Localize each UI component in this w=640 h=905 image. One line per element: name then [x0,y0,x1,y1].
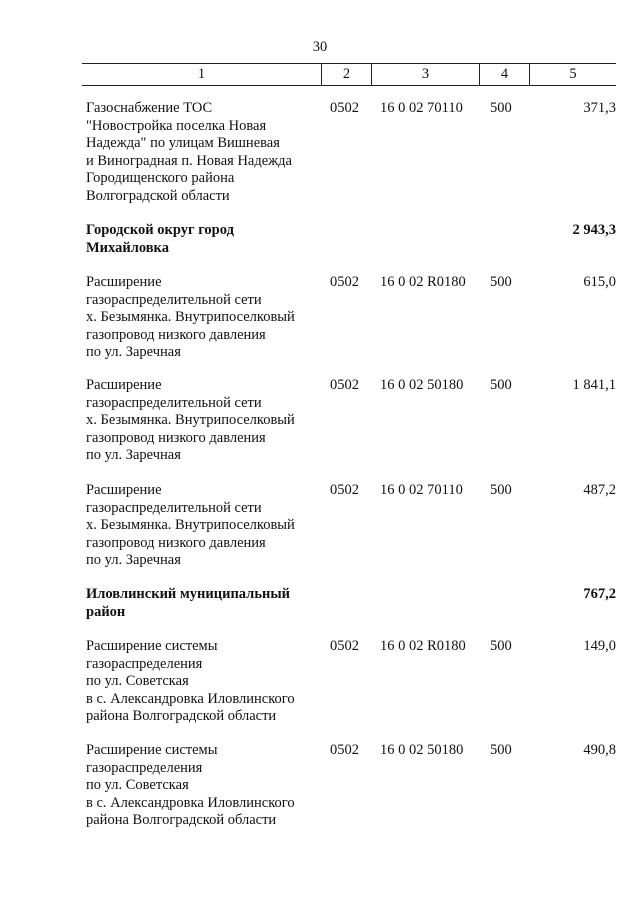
row-name: Расширение газораспределительной сети х. Безымянка. Внутрипоселковый газопровод низкого давления по ул. Заречная [86,377,295,463]
row-type: 500 [490,100,512,116]
row-amount: 371,3 [583,100,616,116]
row-code: 16 0 02 R0180 [380,274,466,290]
row-type: 500 [490,742,512,758]
header-col-5: 5 [529,64,616,85]
row-section: 0502 [330,377,359,393]
row-section: 0502 [330,274,359,290]
row-amount: 149,0 [583,638,616,654]
row-name: Расширение газораспределительной сети х. Безымянка. Внутрипоселковый газопровод низкого давления по ул. Заречная [86,482,295,568]
row-section: 0502 [330,482,359,498]
page-number: 30 [312,39,328,55]
row-code: 16 0 02 50180 [380,377,464,393]
row-section: 0502 [330,638,359,654]
header-col-2: 2 [321,64,371,85]
row-name: Газоснабжение ТОС "Новостройка поселка Новая Надежда" по улицам Вишневая и Виноградная п. Новая Надежда Городищенского района Волгоградской области [86,100,292,204]
row-amount: 1 841,1 [572,377,616,393]
group-amount: 767,2 [583,586,616,602]
row-type: 500 [490,638,512,654]
row-code: 16 0 02 70110 [380,100,463,116]
group-name: Городской округ город Михайловка [86,222,234,256]
row-code: 16 0 02 R0180 [380,638,466,654]
row-type: 500 [490,377,512,393]
row-code: 16 0 02 50180 [380,742,464,758]
row-code: 16 0 02 70110 [380,482,463,498]
row-section: 0502 [330,100,359,116]
row-amount: 487,2 [583,482,616,498]
row-name: Расширение газораспределительной сети х. Безымянка. Внутрипоселковый газопровод низкого давления по ул. Заречная [86,274,295,360]
row-section: 0502 [330,742,359,758]
row-type: 500 [490,482,512,498]
group-amount: 2 943,3 [572,222,616,238]
group-name: Иловлинский муниципальный район [86,586,291,620]
header-col-3: 3 [371,64,479,85]
row-amount: 615,0 [583,274,616,290]
row-type: 500 [490,274,512,290]
header-col-4: 4 [479,64,529,85]
table-header [82,63,616,86]
row-name: Расширение системы газораспределения по ул. Советская в с. Александровка Иловлинского района Волгоградской области [86,742,295,828]
row-name: Расширение системы газораспределения по ул. Советская в с. Александровка Иловлинского района Волгоградской области [86,638,295,724]
header-col-1: 1 [197,66,206,82]
row-amount: 490,8 [583,742,616,758]
